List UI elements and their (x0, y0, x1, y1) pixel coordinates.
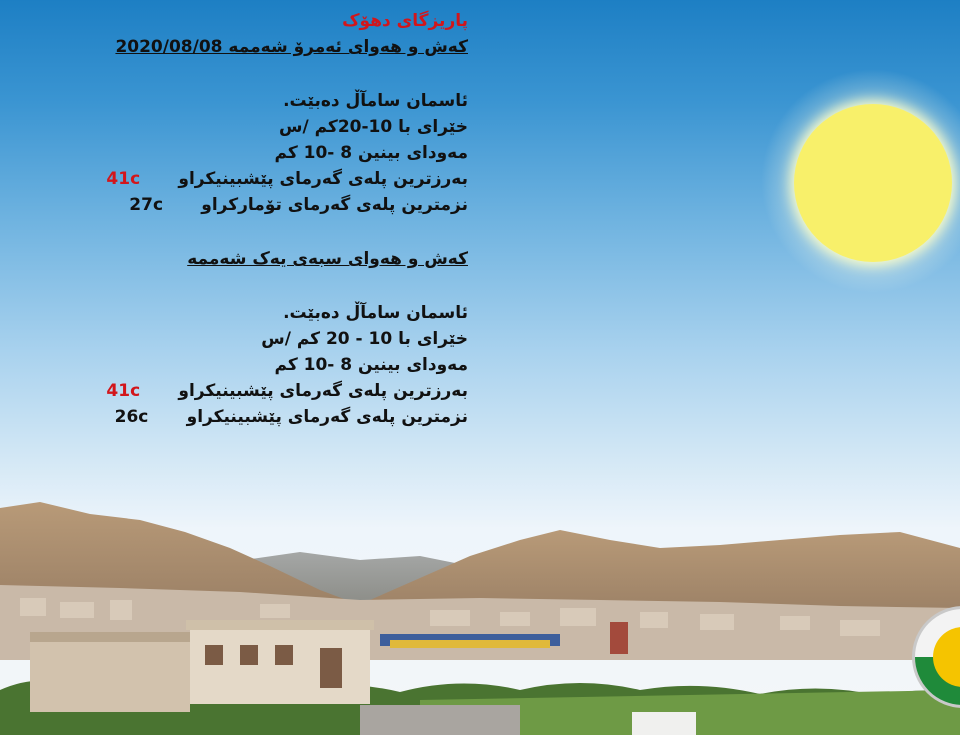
house-left-roof (30, 632, 190, 642)
tomorrow-max-row (8, 378, 468, 404)
page-title: پاریزگای دهۆک (342, 11, 468, 31)
tomorrow-wind: خێرای با 10 - 20 کم /س (261, 329, 468, 349)
house-roof (186, 620, 374, 630)
forecast-text (8, 8, 468, 430)
today-wind: خێرای با 10-20کم /س (279, 117, 468, 137)
today-min-label: نزمترین پلەی گەرمای تۆمارکراو (201, 195, 468, 215)
sun-icon (794, 104, 952, 262)
tomorrow-min-label: نزمترین پلەی گەرمای پێشبینیکراو (186, 407, 468, 427)
today-sky: ئاسمان سامآڵ دەبێت. (283, 91, 468, 111)
today-visibility: مەودای بینین 8 -10 کم (274, 143, 468, 163)
tomorrow-min-row (8, 404, 468, 430)
today-min-value: 27c (129, 195, 164, 215)
today-max-value: 41c (106, 169, 141, 189)
tomorrow-sky: ئاسمان سامآڵ دەبێت. (283, 303, 468, 323)
house-left (30, 640, 190, 712)
street (360, 705, 520, 735)
today-max-row (8, 166, 468, 192)
small-building (632, 712, 696, 735)
spacer (8, 218, 468, 246)
tomorrow-visibility: مەودای بینین 8 -10 کم (274, 355, 468, 375)
tomorrow-heading: کەش و هەوای سبەی یەک شەممە (187, 249, 468, 269)
tomorrow-max-value: 41c (106, 381, 141, 401)
stadium-seats (390, 640, 550, 648)
today-min-row (8, 192, 468, 218)
today-max-label: بەرزترین پلەی گەرمای پێشبینیکراو (178, 169, 468, 189)
tower (610, 622, 628, 654)
spacer (8, 272, 468, 300)
today-heading: کەش و هەوای ئەمرۆ شەممە 2020/08/08 (115, 37, 468, 57)
emblem-sun-icon (933, 627, 960, 687)
tomorrow-min-value: 26c (114, 407, 149, 427)
tomorrow-max-label: بەرزترین پلەی گەرمای پێشبینیکراو (178, 381, 468, 401)
spacer (8, 60, 468, 88)
